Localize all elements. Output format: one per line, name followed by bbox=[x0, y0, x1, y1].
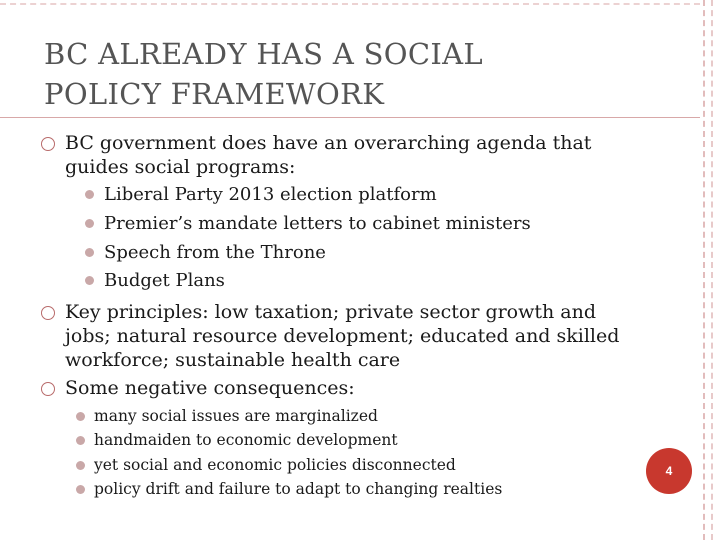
bullet-2-line-2: jobs; natural resource development; educated and skilled bbox=[65, 325, 620, 347]
sub-bullet-1-1: Liberal Party 2013 election platform bbox=[104, 184, 437, 205]
decorative-frame-right-inner bbox=[711, 0, 713, 540]
dot-bullet-icon bbox=[85, 276, 94, 285]
bullet-1-line-1: BC government does have an overarching agenda that bbox=[65, 132, 592, 154]
sub-bullet-1-2: Premier’s mandate letters to cabinet ministers bbox=[104, 213, 531, 234]
dot-bullet-icon bbox=[76, 485, 85, 494]
dot-bullet-icon bbox=[76, 461, 85, 470]
page-number-badge bbox=[646, 448, 692, 494]
circle-bullet-icon bbox=[41, 137, 55, 151]
sub-bullet-3-3: yet social and economic policies disconnected bbox=[94, 456, 456, 474]
bullet-2-line-3: workforce; sustainable health care bbox=[65, 349, 401, 371]
slide-title-line-1: BC ALREADY HAS A SOCIAL bbox=[44, 37, 483, 71]
dot-bullet-icon bbox=[85, 248, 94, 257]
decorative-frame-right bbox=[703, 0, 705, 540]
sub-bullet-3-1: many social issues are marginalized bbox=[94, 407, 378, 425]
dot-bullet-icon bbox=[76, 436, 85, 445]
bullet-3-line-1: Some negative consequences: bbox=[65, 377, 355, 399]
dot-bullet-icon bbox=[76, 412, 85, 421]
bullet-1-line-2: guides social programs: bbox=[65, 156, 296, 178]
sub-bullet-3-4: policy drift and failure to adapt to changing realties bbox=[94, 480, 503, 498]
bullet-2-line-1: Key principles: low taxation; private sector growth and bbox=[65, 301, 597, 323]
page-number: 4 bbox=[665, 464, 673, 478]
dot-bullet-icon bbox=[85, 219, 94, 228]
dot-bullet-icon bbox=[85, 190, 94, 199]
sub-bullet-3-2: handmaiden to economic development bbox=[94, 431, 398, 449]
sub-bullet-1-3: Speech from the Throne bbox=[104, 242, 326, 263]
slide-title-line-2: POLICY FRAMEWORK bbox=[44, 77, 385, 111]
sub-bullet-1-4: Budget Plans bbox=[104, 270, 225, 291]
circle-bullet-icon bbox=[41, 382, 55, 396]
circle-bullet-icon bbox=[41, 306, 55, 320]
